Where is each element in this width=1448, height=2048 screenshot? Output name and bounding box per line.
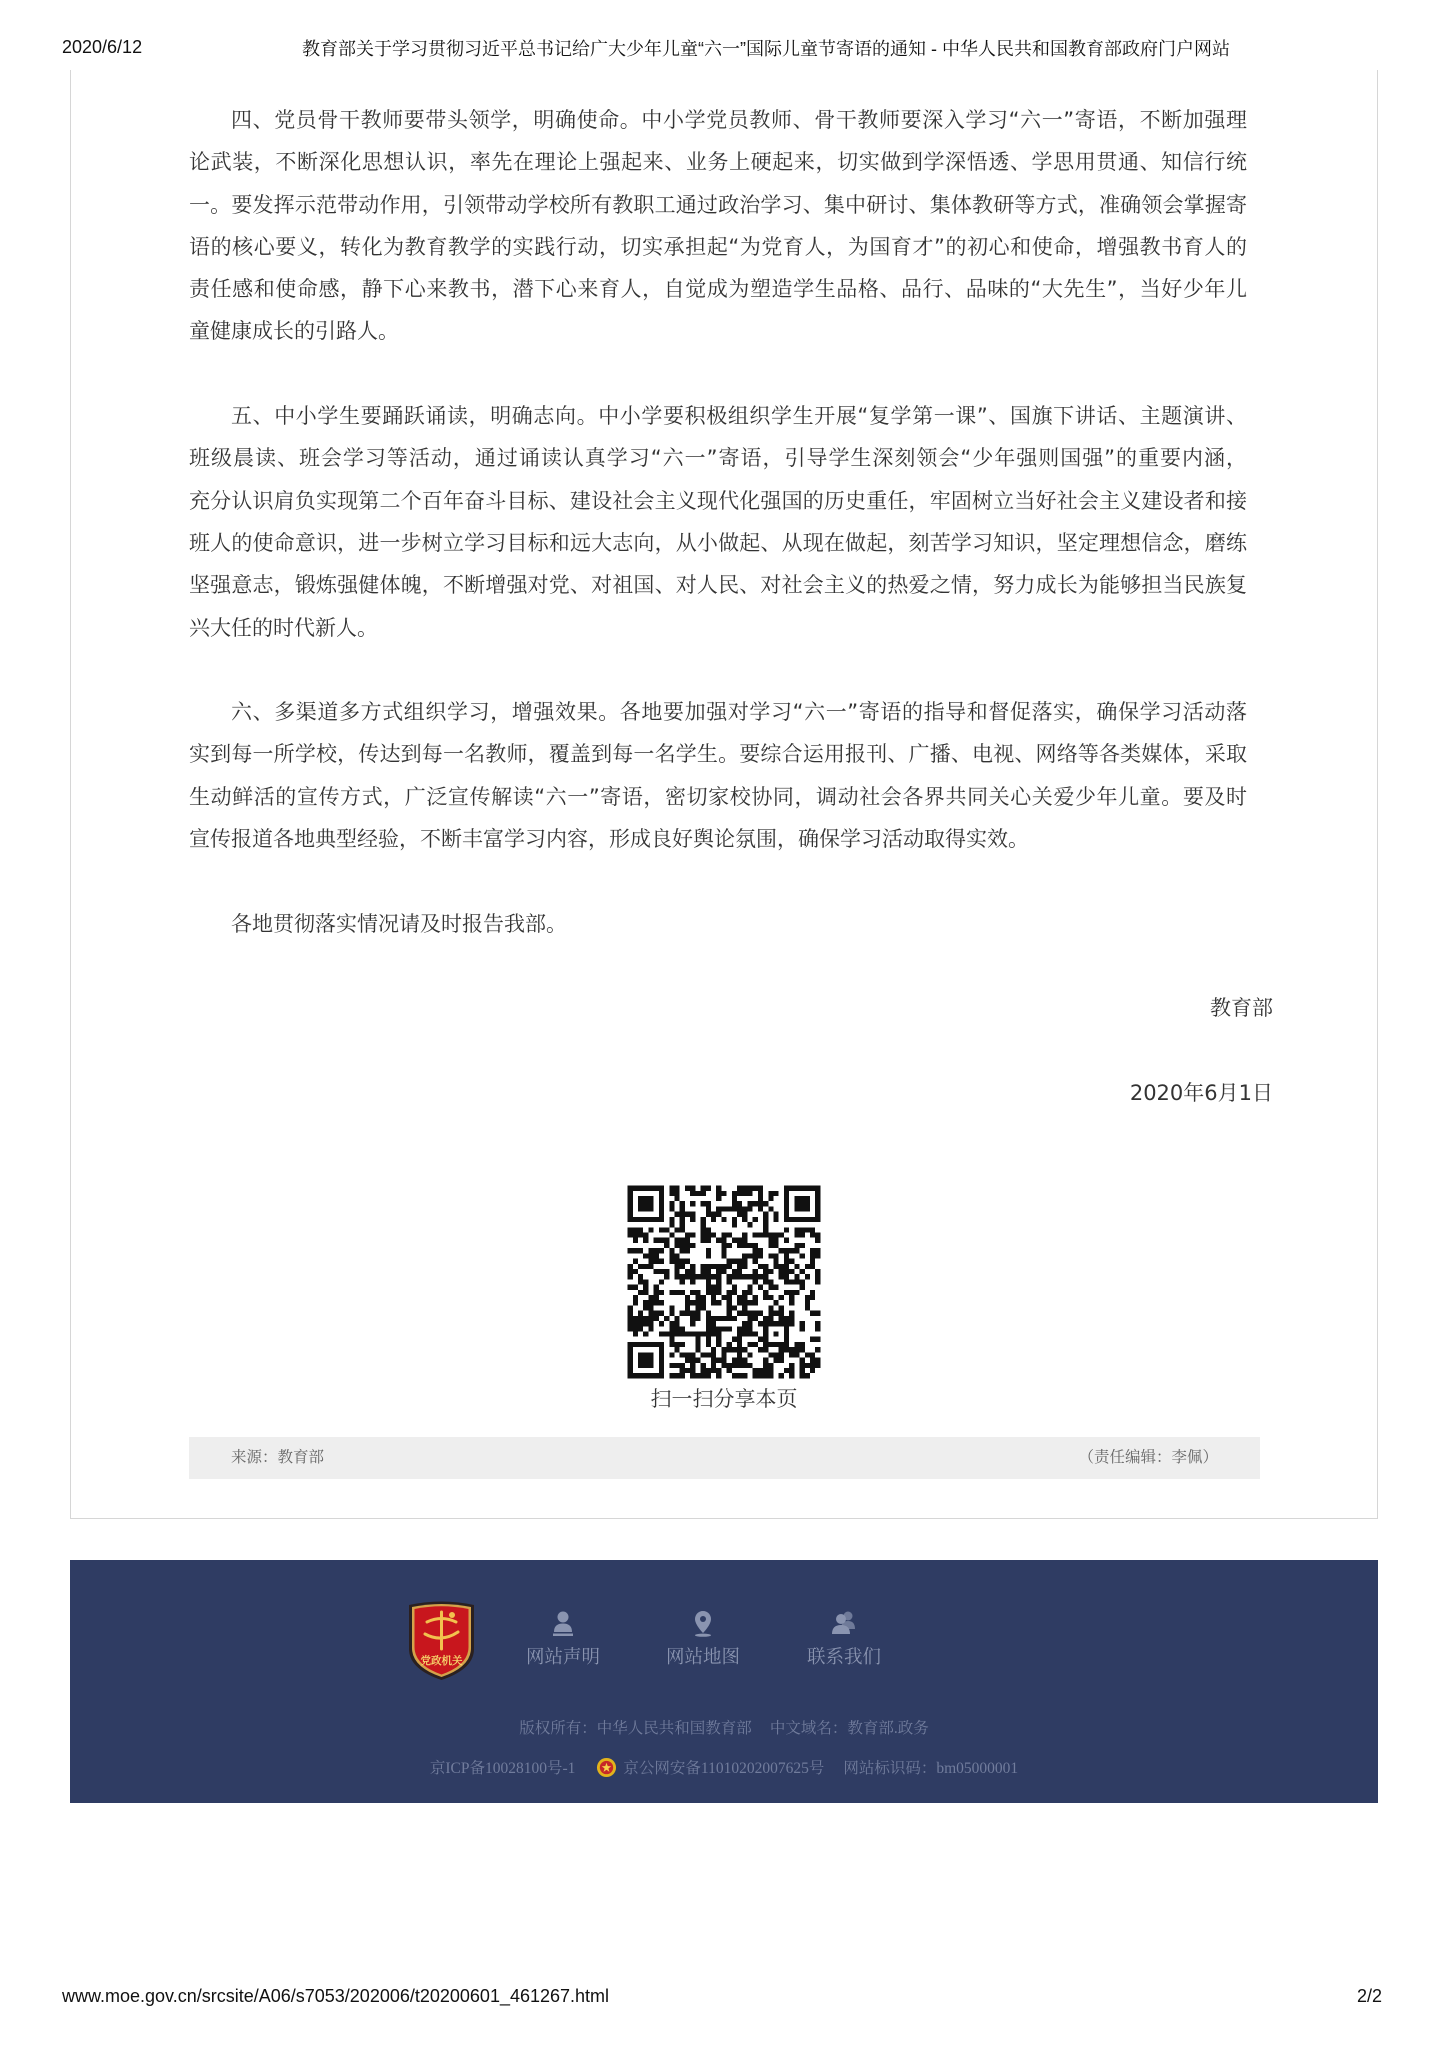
- icp-record-link[interactable]: 京ICP备10028100号-1: [429, 1760, 576, 1777]
- paragraph-five: [189, 395, 1247, 649]
- signature-date: 2020年6月1日: [1129, 1080, 1273, 1105]
- site-footer: [70, 1560, 1378, 1803]
- source-bar: [189, 1437, 1260, 1479]
- footer-link-contact[interactable]: [794, 1608, 894, 1670]
- paragraph-four: [189, 99, 1247, 353]
- signature-date-block: [189, 1072, 1273, 1114]
- paragraph-line: 实到每一所学校，传达到每一名教师，覆盖到每一名学生。要综合运用报刊、广播、电视、网络等各类媒体，采取: [189, 742, 1247, 767]
- logo-text: 党政机关: [420, 1655, 463, 1667]
- record-line: [70, 1757, 1378, 1777]
- footer-link-label: 联系我们: [806, 1647, 881, 1668]
- paragraph-line: 童健康成长的引路人。: [189, 319, 399, 344]
- paragraph-line: 五、中小学生要踊跃诵读，明确志向。中小学要积极组织学生开展“复学第一课”、国旗下讲话、主题演讲、: [231, 404, 1247, 429]
- paragraph-line: 一。要发挥示范带动作用，引领带动学校所有教职工通过政治学习、集中研讨、集体教研等方式，准确领会掌握寄: [189, 192, 1247, 217]
- paragraph-line: 责任感和使命感，静下心来教书，潜下心来育人，自觉成为塑造学生品格、品行、品味的“大先生”，当好少年儿: [189, 277, 1247, 302]
- closing-line: 各地贯彻落实情况请及时报告我部。: [231, 911, 567, 936]
- police-record-link[interactable]: 京公网安备11010202007625号: [623, 1760, 825, 1777]
- footer-link-statement[interactable]: [513, 1608, 613, 1670]
- shield-logo-icon: [406, 1597, 477, 1681]
- copyright-line: [70, 1719, 1378, 1739]
- paragraph-line: 六、多渠道多方式组织学习，增强效果。各地要加强对学习“六一”寄语的指导和督促落实，确保学习活动落: [231, 700, 1247, 725]
- chinese-domain-name: 中文域名：教育部.政务: [769, 1720, 929, 1737]
- print-date: 2020/6/12: [62, 37, 143, 57]
- paragraph-line: 兴大任的时代新人。: [189, 615, 378, 640]
- copyright-owner: 版权所有：中华人民共和国教育部: [519, 1720, 752, 1737]
- paragraph-line: 宣传报道各地典型经验，不断丰富学习内容，形成良好舆论氛围，确保学习活动取得实效。: [189, 827, 1029, 852]
- qr-code: [625, 1183, 823, 1381]
- footer-link-label: 网站声明: [525, 1647, 600, 1668]
- print-page-url: www.moe.gov.cn/srcsite/A06/s7053/202006/t20200601_461267.html: [62, 1986, 610, 2006]
- person-icon: [548, 1608, 578, 1638]
- paragraph-line: 论武装，不断深化思想认识，率先在理论上强起来、业务上硬起来，切实做到学深悟透、学思用贯通、知信行统: [189, 150, 1247, 175]
- qr-caption: 扫一扫分享本页: [650, 1387, 798, 1411]
- responsible-editor: （责任编辑：李佩）: [1078, 1449, 1218, 1466]
- signature-issuer: 教育部: [1210, 996, 1273, 1021]
- closing-paragraph: [189, 903, 1247, 945]
- location-pin-icon: [688, 1608, 718, 1638]
- paragraph-line: 班级晨读、班会学习等活动，通过诵读认真学习“六一”寄语，引导学生深刻领会“少年强则国强”的重要内涵，: [189, 446, 1247, 471]
- paragraph-line: 班人的使命意识，进一步树立学习目标和远大志向，从小做起、从现在做起，刻苦学习知识，坚定理想信念，磨练: [189, 530, 1247, 555]
- paragraph-line: 四、党员骨干教师要带头领学，明确使命。中小学党员教师、骨干教师要深入学习“六一”寄语，不断加强理: [231, 108, 1247, 132]
- contacts-icon: [829, 1608, 859, 1638]
- article-source: 来源：教育部: [231, 1449, 325, 1466]
- police-badge-icon: [596, 1757, 617, 1778]
- footer-link-label: 网站地图: [665, 1647, 740, 1668]
- print-page-number: 2/2: [1356, 1986, 1382, 2006]
- print-page-title: 教育部关于学习贯彻习近平总书记给广大少年儿童“六一”国际儿童节寄语的通知 - 中华人民共和国教育部政府门户网站: [302, 39, 1230, 59]
- footer-link-sitemap[interactable]: [653, 1608, 753, 1670]
- party-government-logo[interactable]: [406, 1597, 477, 1681]
- paragraph-line: 坚强意志，锻炼强健体魄，不断增强对党、对祖国、对人民、对社会主义的热爱之情，努力成长为能够担当民族复: [189, 573, 1247, 598]
- qr-code-graphic: [625, 1183, 823, 1381]
- article-body: [189, 99, 1273, 1156]
- site-identifier: 网站标识码：bm05000001: [843, 1760, 1019, 1777]
- paragraph-line: 充分认识肩负实现第二个百年奋斗目标、建设社会主义现代化强国的历史重任，牢固树立当好社会主义建设者和接: [189, 488, 1247, 513]
- signature-block: [189, 987, 1273, 1029]
- paragraph-line: 生动鲜活的宣传方式，广泛宣传解读“六一”寄语，密切家校协同，调动社会各界共同关心关爱少年儿童。要及时: [189, 784, 1247, 809]
- paragraph-six: [189, 691, 1247, 860]
- paragraph-line: 语的核心要义，转化为教育教学的实践行动，切实承担起“为党育人，为国育才”的初心和使命，增强教书育人的: [189, 234, 1247, 259]
